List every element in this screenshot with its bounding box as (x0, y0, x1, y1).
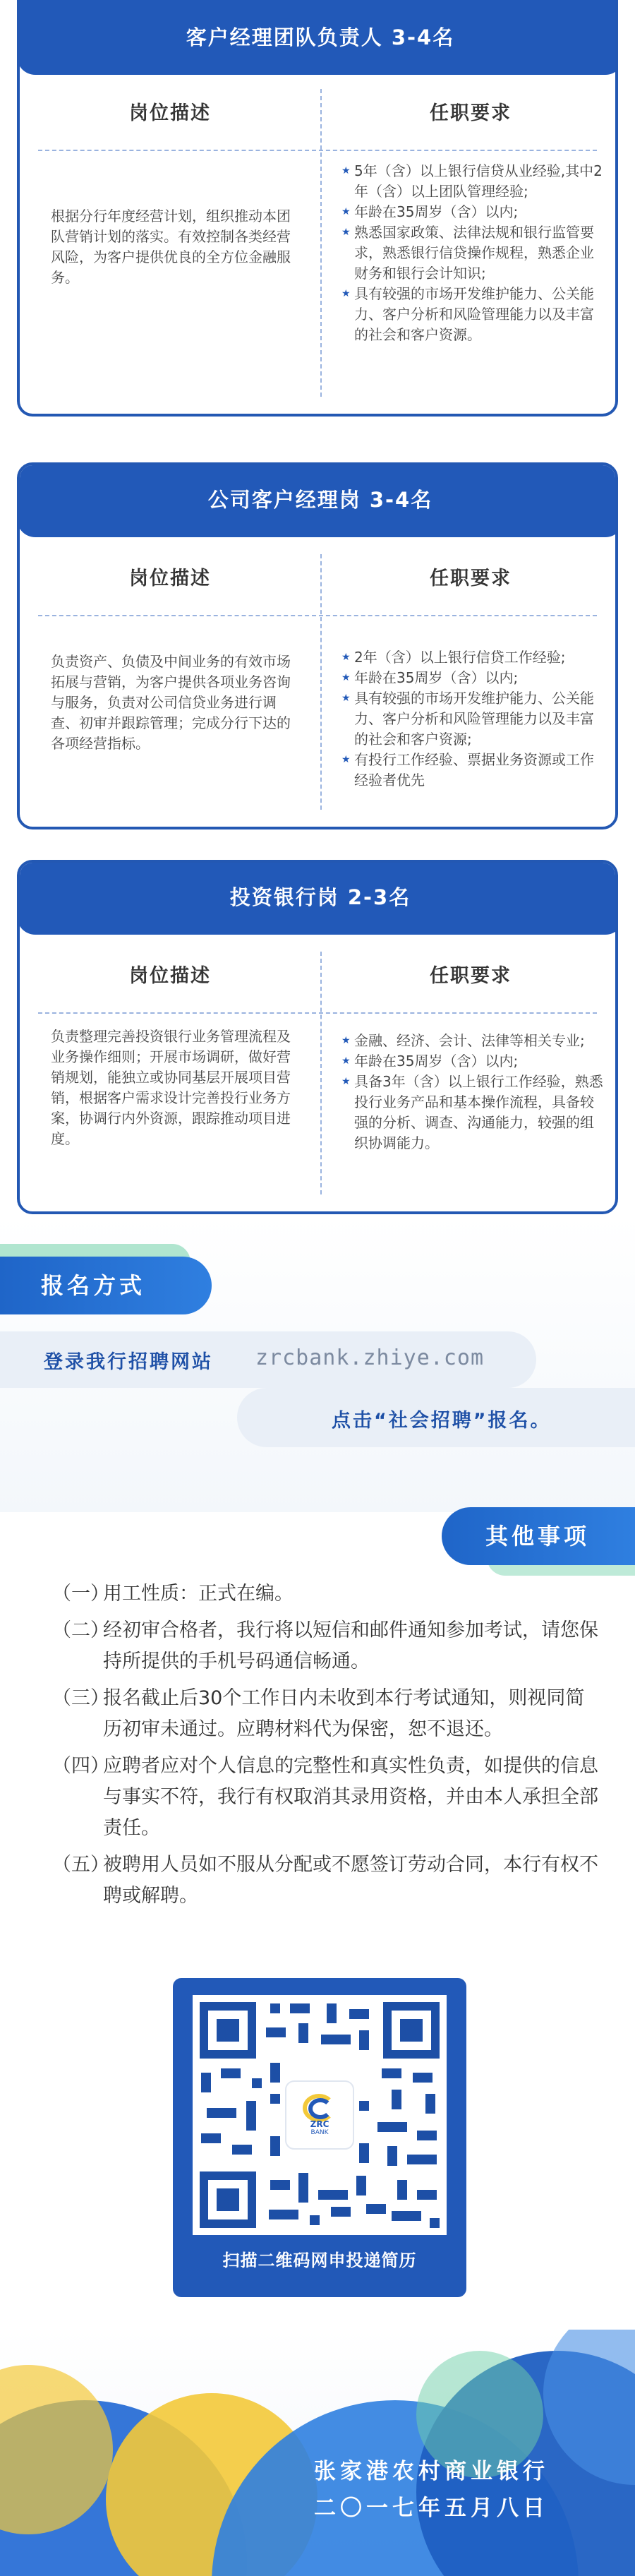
job-title: 客户经理团队负责人 3-4名 (17, 0, 618, 75)
divider (38, 615, 597, 616)
requirement-item: ★ 具备3年（含）以上银行工作经验，熟悉投行业务产品和基本操作流程，具备较强的分析、调查、沟通能力，较强的组织协调能力。 (341, 1072, 604, 1154)
bank-name: 张家港农村商业银行 (314, 2459, 549, 2484)
note-text: 应聘者应对个人信息的完整性和真实性负责，如提供的信息与事实不符，我行有权取消其录用资格，并由本人承担全部责任。 (103, 1755, 598, 1839)
job-requirements (341, 647, 604, 791)
job-title: 公司客户经理岗 3-4名 (17, 462, 618, 537)
requirement-item: ★ 年龄在35周岁（含）以内; (341, 202, 604, 222)
requirement-item: ★ 有投行工作经验、票据业务资源或工作经验者优先 (341, 750, 604, 791)
note-number: （五） (52, 1854, 109, 1876)
job-description: 负责整理完善投资银行业务管理流程及业务操作细则；开展市场调研，做好营销规划，能独立或协同基层开展项目营销，根据客户需求设计完善投行业务方案，协调行内外资源，跟踪推动项目进度。 (51, 1028, 291, 1147)
note-text: 报名截止后30个工作日内未收到本行考试通知，则视同简历初审未通过。应聘材料代为保密，恕不退还。 (103, 1687, 585, 1740)
note-item (52, 1850, 603, 1912)
req-heading: 任职要求 (430, 965, 512, 987)
note-number: （三） (52, 1687, 109, 1709)
divider (320, 952, 322, 1194)
job-description: 根据分行年度经营计划，组织推动本团队营销计划的落实。有效控制各类经营风险，为客户提供优良的全方位金融服务。 (51, 208, 291, 286)
apply-step-2-text: 点击“社会招聘”报名。 (332, 1410, 552, 1432)
note-number: （四） (52, 1755, 109, 1777)
requirement-item: ★ 熟悉国家政策、法律法规和银行监管要求，熟悉银行信贷操作规程，熟悉企业财务和银行会计知识; (341, 222, 604, 284)
note-text: 用工性质：正式在编。 (103, 1583, 294, 1605)
requirement-item: ★ 2年（含）以上银行信贷工作经验; (341, 647, 604, 668)
other-heading: 其他事项 (442, 1507, 635, 1565)
note-item (52, 1751, 603, 1844)
note-text: 被聘用人员如不服从分配或不愿签订劳动合同，本行有权不聘或解聘。 (103, 1854, 598, 1907)
apply-step-1-text: 登录我行招聘网站 (44, 1351, 213, 1373)
divider (38, 150, 597, 151)
job-card-investment-banking (17, 860, 618, 1214)
job-description: 负责资产、负债及中间业务的有效市场拓展与营销，为客户提供各项业务咨询与服务，负责对公司信贷业务进行调查、初审并跟踪管理；完成分行下达的各项经营指标。 (51, 653, 291, 752)
requirement-item: ★ 具有较强的市场开发维护能力、公关能力、客户分析和风险管理能力以及丰富的社会和客户资源; (341, 688, 604, 750)
qr-code-card (173, 1978, 466, 2297)
qr-code[interactable] (193, 1995, 447, 2235)
req-heading: 任职要求 (430, 568, 512, 589)
note-item (52, 1683, 603, 1745)
desc-heading: 岗位描述 (129, 102, 211, 124)
job-card-team-lead (17, 0, 618, 417)
qr-caption: 扫描二维码网申投递简历 (222, 2251, 417, 2270)
desc-heading: 岗位描述 (129, 568, 211, 589)
divider (320, 89, 322, 397)
desc-heading: 岗位描述 (129, 965, 211, 987)
notes-list (52, 1578, 603, 1917)
requirement-item: ★ 具有较强的市场开发维护能力、公关能力、客户分析和风险管理能力以及丰富的社会和客户资源。 (341, 284, 604, 345)
divider (320, 554, 322, 810)
issue-date: 二〇一七年五月八日 (314, 2496, 549, 2521)
job-card-corporate-manager (17, 462, 618, 829)
job-title: 投资银行岗 2-3名 (17, 860, 618, 935)
note-text: 经初审合格者，我行将以短信和邮件通知参加考试，请您保持所提供的手机号码通信畅通。 (103, 1619, 598, 1672)
requirement-item: ★ 年龄在35周岁（含）以内; (341, 668, 604, 688)
apply-heading: 报名方式 (0, 1257, 212, 1314)
job-requirements (341, 1031, 604, 1154)
requirement-item: ★ 金融、经济、会计、法律等相关专业; (341, 1031, 604, 1051)
bank-logo-icon (293, 2088, 346, 2142)
req-heading: 任职要求 (430, 102, 512, 124)
note-item (52, 1578, 603, 1610)
recruit-site-link[interactable]: zrcbank.zhiye.com (255, 1346, 485, 1370)
note-number: （二） (52, 1619, 109, 1641)
note-number: （一） (52, 1583, 109, 1605)
requirement-item: ★ 年龄在35周岁（含）以内; (341, 1051, 604, 1072)
note-item (52, 1615, 603, 1677)
requirement-item: ★ 5年（含）以上银行信贷从业经验,其中2年（含）以上团队管理经验; (341, 161, 604, 202)
logo-subtext: BANK (310, 2129, 329, 2136)
job-requirements (341, 161, 604, 345)
logo-text: ZRC (310, 2119, 329, 2129)
divider (38, 1012, 597, 1014)
